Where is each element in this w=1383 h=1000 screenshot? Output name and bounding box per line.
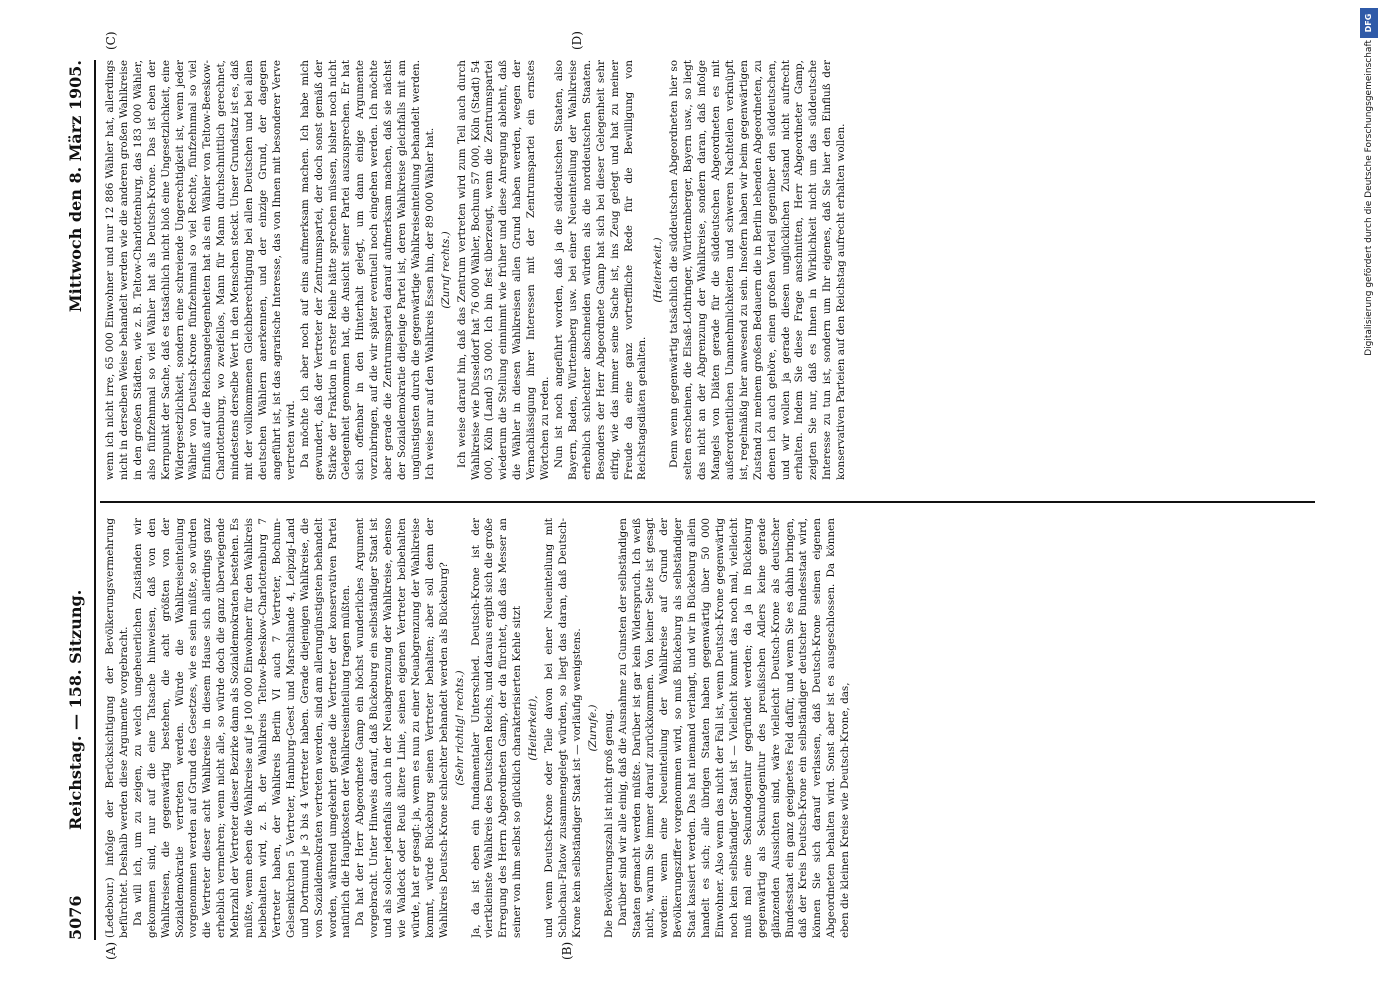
column-divider bbox=[100, 501, 1315, 503]
session-title: Reichstag. — 158. Sitzung. bbox=[66, 589, 85, 830]
paragraph: Darüber sind wir alle einig, daß die Ausnahme zu Gunsten der selbständigen Staaten gemacht werden müßte. Darüber ist gar kein Widerspruch. Ich weiß nicht, warum Sie immer darauf zurückkommen. Von keiner Seite ist gesagt worden: wenn eine Neueinteilung der Wahlkreise auf Grund der Bevölkerungsziffer vorgenommen wird, so muß Bückeburg als selbständiger Staat kassiert werden. Das hat niemand verlangt, und wir in Bückeburg allein handelt es sich; alle übrigen Staaten haben gegenwärtig über 50 000 Einwohner. Also wenn das nicht der Fall ist, wenn Deutsch-Krone gegenwärtig noch kein selbständiger Staat ist — Vielleicht kommt das noch mal, vielleicht muß mal eine Sekundogenitur gegründet werden; da ja in Bückeburg gegenwärtig als Sekundogenitur des preußischen Adlers keine gerade glänzenden Aussichten sind, wäre vielleicht Deutsch-Krone als deutscher Bundesstaat ein ganz geeignetes Feld dafür, und wenn Sie es dahin bringen, daß der Kreis Deutsch-Krone ein selbständiger deutscher Bundesstaat wird, können Sie sich darauf verlassen, daß Deutsch-Krone seinen eigenen Abgeordneten behalten wird. Sonst aber ist es ausgeschlossen. Da können eben die kleinen Kreise wie Deutsch-Krone, das, bbox=[616, 518, 852, 938]
paragraph: Nun ist noch angeführt worden, daß ja die süddeutschen Staaten, also Bayern, Baden, Württemberg usw. bei einer Neueinteilung der Wahlkreise erheblich schlechter abschneiden würden als die norddeutschen Staaten. Besonders der Herr Abgeordnete Gamp hat sich bei dieser Gelegenheit sehr eifrig, wie das immer seine Sache ist, ins Zeug gelegt und hat zu meiner Freude da eine ganz vortreffliche Rede für die Bewilligung von Reichstagsdiäten gehalten. bbox=[553, 60, 649, 480]
paragraph: Ich weise darauf hin, daß das Zentrum vertreten wird zum Teil auch durch Wahlkreise wie Düsseldorf hat 76 000 Wähler, Bochum 57 000, Köln (Stadt) 54 000, Köln (Land) 53 000. Ich bin fest überzeugt, wenn die Zentrumspartei wiederum die Stellung einnimmt wie früher und diese Anregung ablehnt, daß die Wähler in diesen Wahlkreisen allen Grund haben werden, wegen der Vernachlässigung ihrer Interessen mit der Zentrumspartei ein ernstes Wörtchen zu reden. bbox=[455, 60, 552, 480]
paragraph: Denn wenn gegenwärtig tatsächlich die süddeutschen Abgeordneten hier so selten erscheinen, die Elsaß-Lothringer, Württemberger, Bayern usw., so liegt das nicht an der Abgrenzung der Wahlkreise, sondern daran, daß infolge Mangels von Diäten gerade für die süddeutschen Abgeordneten es mit außerordentlichen Unannehmlichkeiten und schweren Nachteilen verknüpft ist, regelmäßig hier anwesend zu sein. Insofern haben wir beim gegenwärtigen Zustand zu meinem großen Bedauern die in Berlin lebenden Abgeordneten, zu denen ich auch gehöre, einen großen Vorteil gegenüber den süddeutschen, und wir wollen ja gerade diesen unglücklichen Zustand nicht aufrecht erhalten. Indem Sie diese Frage anschnitten, Herr Abgeordneter Gamp, zeigten Sie nur, daß es Ihnen in Wirklichkeit nicht um das süddeutsche Interesse zu tun ist, sondern um Ihr eigenes, daß Sie hier den Einfluß der konservativen Parteien auf den Reichstag aufrecht erhalten wollen. bbox=[668, 60, 848, 480]
interjection: (Zurufe.) bbox=[586, 704, 599, 752]
paragraph: Da hat der Herr Abgeordnete Gamp ein höchst wunderliches Argument vorgebracht. Unter Hinweis darauf, daß Bückeburg ein selbständiger Staat ist und als solcher jedenfalls auch in der Neuabgrenzung der Wahlkreise, ebenso wie Waldeck oder Reuß ältere Linie, seinen eigenen Vertreter beibehalten würde, hat er gesagt: ja, wenn es nun zu einer Neuabgrenzung der Wahlkreise kommt, würde Bückeburg seinen Vertreter behalten; aber soll denn der Wahlkreis Deutsch-Krone schlechter behandelt werden als Bückeburg? bbox=[354, 518, 450, 938]
left-text-column bbox=[104, 518, 1314, 938]
paragraph: Ja, da ist eben ein fundamentaler Unterschied. Deutsch-Krone ist der viertkleinste Wahlkreis des Deutschen Reichs, und daraus ergibt sich die große Erregung des Herrn Abgeordneten Gamp, der da fürchtet, daß das Messer an seiner von ihm selbst so glücklich charakterisierten Kehle sitzt bbox=[469, 518, 524, 938]
interjection: (Heiterkeit), bbox=[527, 695, 540, 761]
section-marker-c: (C) bbox=[104, 31, 118, 50]
interjection: (Zuruf rechts.) bbox=[439, 231, 452, 309]
paragraph: wenn ich nicht irre, 65 000 Einwohner und nur 12 886 Wähler hat, allerdings nicht in derselben Weise behandelt werden wie die anderen großen Wahlkreise in den großen Städten, wie z. B. Teltow-Charlottenburg, das 183 000 Wähler, also fünfzehnmal so viel Wähler hat als Deutsch-Krone. Das ist eben der Kernpunkt der Sache, daß es tatsächlich nicht bloß eine Ungesetzlichkeit, eine Widergesetzlichkeit, sondern eine schreiende Ungerechtigkeit ist, wenn jeder Wähler von Deutsch-Krone fünfzehnmal so viel Rechte, fünfzehnmal so viel Einfluß auf die Reichsangelegenheiten hat als ein Wähler von Teltow-Beeskow-Charlottenburg, wo zweifellos, Mann für Mann durchschnittlich gerechnet, mindestens derselbe Wert in den Menschen steckt. Unser Grundsatz ist es, daß mit der vollkommenen Gleichberechtigung bei allen Deutschen und bei allen deutschen Wählern anerkennen, und der einzige Grund, der dagegen angeführt ist, ist das agrarische Interesse, das von Ihnen mit besonderer Verve vertreten wird. bbox=[104, 60, 297, 480]
paragraph: Da möchte ich aber noch auf eins aufmerksam machen. Ich habe mich gewundert, daß der Vertreter der Zentrumspartei, der doch sonst gemäß der Stärke der Fraktion in erster Reihe hätte sprechen müssen, bisher noch nicht Gelegenheit genommen hat, die Ansicht seiner Partei auszusprechen. Er hat sich offenbar in den Hinterhalt gelegt, um dann einige Argumente vorzubringen, auf die wir später eventuell noch eingehen werden. Ich möchte aber gerade die Zentrumspartei darauf aufmerksam machen, daß sie nächst der Sozialdemokratie diejenige Partei ist, deren Wahlkreise gleichfalls mit am ungünstigsten durch die gegenwärtige Wahlkreiseinteilung behandelt werden. Ich weise nur auf den Wahlkreis Essen hin, der 89 000 Wähler hat. bbox=[298, 60, 436, 480]
interjection: (Heiterkeit.) bbox=[652, 237, 665, 303]
right-text-column bbox=[104, 60, 1314, 480]
section-marker-a: (A) bbox=[104, 941, 118, 960]
paragraph: (Ledebour.) infolge der Berücksichtigung der Bevölkerungsvermehrung befürchtet. Deshalb werden diese Argumente vorgebracht. bbox=[104, 518, 130, 938]
paragraph: und wenn Deutsch-Krone oder Teile davon bei einer Neueinteilung mit Schlochau-Flatow zusammengelegt würden, so liegt das daran, daß Deutsch-Krone kein selbständiger Staat ist — vorläufig wenigstens. bbox=[543, 518, 583, 938]
paragraph: Die Bevölkerungszahl ist nicht groß genug. bbox=[602, 709, 615, 938]
interjection: (Sehr richtig! rechts.) bbox=[453, 670, 466, 786]
page-number: 5076 bbox=[66, 895, 85, 940]
dfg-logo-text: DFG bbox=[1364, 13, 1373, 33]
section-marker-b: (B) bbox=[560, 941, 574, 960]
session-date: Mittwoch den 8. März 1905. bbox=[66, 60, 85, 313]
page-header bbox=[60, 60, 96, 940]
dfg-logo bbox=[1360, 8, 1378, 38]
digitization-credit bbox=[1358, 40, 1380, 1000]
credit-text: Digitalisierung gefördert durch die Deutsche Forschungsgemeinschaft bbox=[1364, 40, 1374, 356]
section-marker-d: (D) bbox=[570, 31, 584, 50]
paragraph: Da will ich, um zu zeigen, zu welch ungeheuerlichen Zuständen wir gekommen sind, nur auf die eine Tatsache hinweisen, daß von den Wahlkreisen, die gegenwärtig bestehen, die acht größten von der Sozialdemokratie vertreten werden. Würde die Wahlkreiseinteilung vorgenommen werden auf Grund des Gesetzes, wie es sein müßte, so würden die Vertreter dieser acht Wahlkreise in diesem Hause sich allerdings ganz erheblich vermehren; wenn nicht alle, so würde doch die ganz überwiegende Mehrzahl der Vertreter dieser Bezirke dann als Sozialdemokraten bestehen. Es müßte, wenn eben die Wahlkreise auf je 100 000 Einwohner für den Wahlkreis beibehalten wird, z. B. der Wahlkreis Teltow-Beeskow-Charlottenburg 7 Vertreter haben, der Wahlkreis Berlin VI auch 7 Vertreter, Bochum-Gelsenkirchen 5 Vertreter, Hamburg-Geest und Marschlande 4, Leipzig-Land und Dortmund je 3 bis 4 Vertreter haben. Gerade diejenigen Wahlkreise, die von Sozialdemokraten vertreten werden, sind am allerungünstigsten behandelt worden, während umgekehrt gerade die Vertreter der konservativen Partei natürlich die Hauptkosten der Wahlkreiseinteilung tragen müßten. bbox=[131, 518, 353, 938]
